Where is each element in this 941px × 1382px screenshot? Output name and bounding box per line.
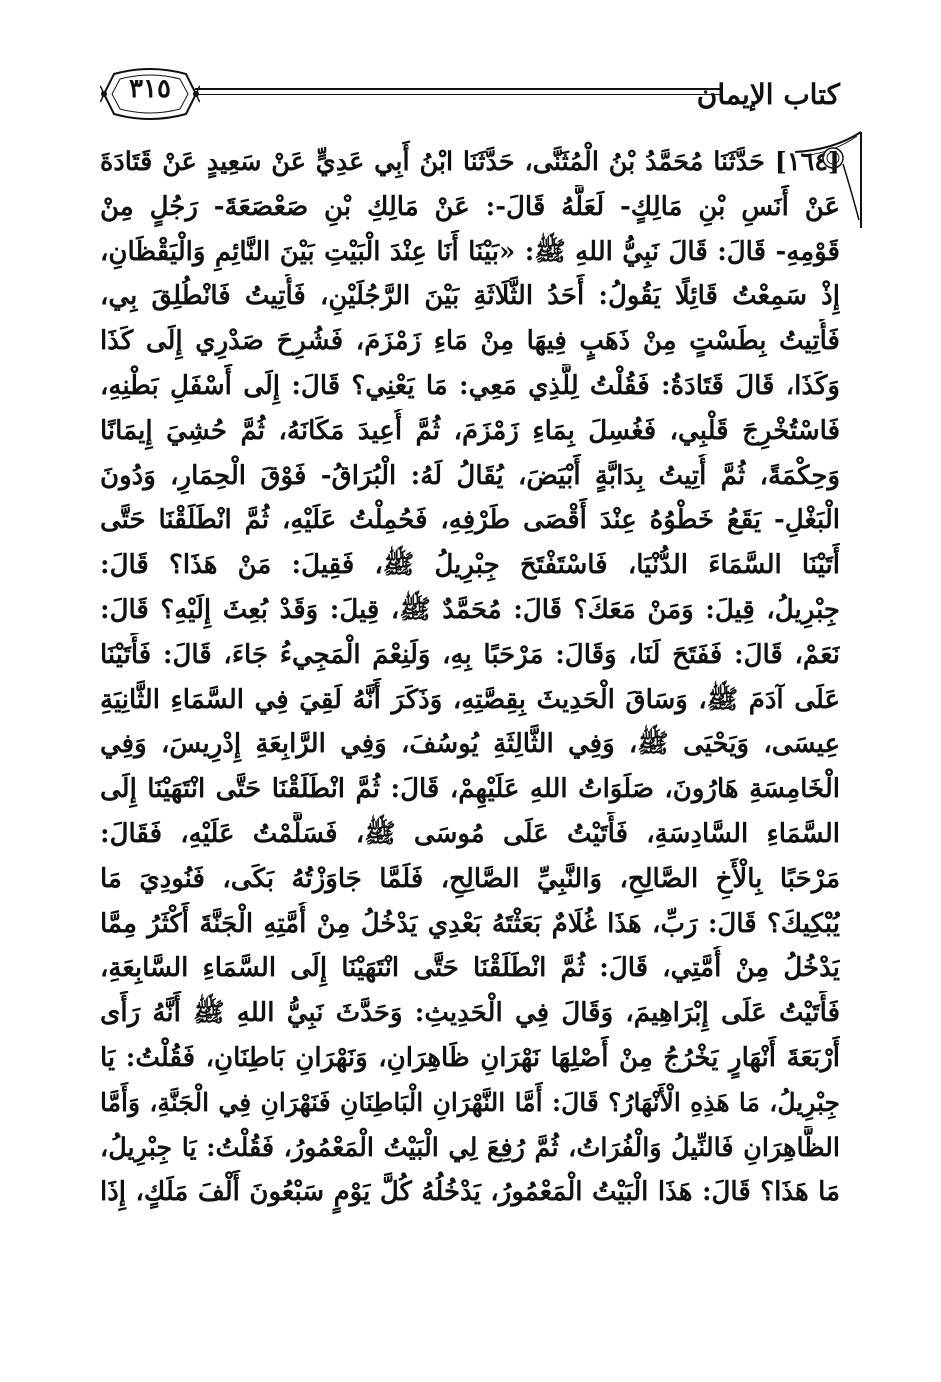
text-line: قَوْمِهِ- قَالَ: قَالَ نَبِيُّ اللهِ ﷺ: «بَيْنَا أَنَا عِنْدَ الْبَيْتِ بَيْنَ النَّائِمِ وَالْيَقْظَانِ، (100, 236, 840, 267)
text-line: الْخَامِسَةِ هَارُونَ، صَلَوَاتُ اللهِ عَلَيْهِمْ، قَالَ: ثُمَّ انْطَلَقْنَا حَتَّى انْتَهَيْنَا إِلَى (100, 774, 840, 805)
body-text (100, 140, 840, 1215)
text-line: عَلَى آدَمَ ﷺ، وَسَاقَ الْحَدِيثَ بِقِصَّتِهِ، وَذَكَرَ أَنَّهُ لَقِيَ فِي السَّمَاءِ الثَّانِيَةِ (100, 684, 840, 715)
text-line: جِبْرِيلُ، مَا هَذِهِ الْأَنْهَارُ؟ قَالَ: أَمَّا النَّهْرَانِ الْبَاطِنَانِ فَنَهْرَانِ فِي الْجَنَّةِ، وَأَمَّا (100, 1087, 840, 1117)
book-title: كتاب الإيمان (696, 78, 840, 111)
text-line: جِبْرِيلُ، قِيلَ: وَمَنْ مَعَكَ؟ قَالَ: مُحَمَّدٌ ﷺ، قِيلَ: وَقَدْ بُعِثَ إِلَيْهِ؟ قَالَ: (100, 594, 840, 625)
text-line: يُبْكِيكَ؟ قَالَ: رَبِّ، هَذَا غُلَامٌ بَعَثْتَهُ بَعْدِي يَدْخُلُ مِنْ أُمَّتِهِ الْجَنَّةَ أَكْثَرُ مِمَّا (100, 908, 840, 939)
text-line: مَا هَذَا؟ قَالَ: هَذَا الْبَيْتُ الْمَعْمُورُ، يَدْخُلُهُ كُلَّ يَوْمٍ سَبْعُونَ أَلْفَ مَلَكٍ، إِذَا (100, 1177, 840, 1208)
text-line: يَدْخُلُ مِنْ أُمَّتِي، قَالَ: ثُمَّ انْطَلَقْنَا حَتَّى انْتَهَيْنَا إِلَى السَّمَاءِ السَّابِعَةِ، (100, 953, 840, 984)
text-line: وَحِكْمَةً، ثُمَّ أُتِيتُ بِدَابَّةٍ أَبْيَضَ، يُقَالُ لَهُ: الْبُرَاقُ- فَوْقَ الْحِمَارِ، وَدُونَ (100, 460, 840, 491)
text-line: عَنْ أَنَسِ بْنِ مَالِكٍ- لَعَلَّهُ قَالَ-: عَنْ مَالِكِ بْنِ صَعْصَعَةَ- رَجُلٍ مِنْ (100, 191, 840, 222)
text-line: إِذْ سَمِعْتُ قَائِلًا يَقُولُ: أَحَدُ الثَّلَاثَةِ بَيْنَ الرَّجُلَيْنِ، فَأُتِيتُ فَانْطُلِقَ بِي، (100, 281, 840, 312)
text-line: فَاسْتُخْرِجَ قَلْبِي، فَغُسِلَ بِمَاءِ زَمْزَمَ، ثُمَّ أُعِيدَ مَكَانَهُ، ثُمَّ حُشِيَ إِيمَانًا (100, 415, 840, 446)
text-line: [١٦٤] حَدَّثَنَا مُحَمَّدُ بْنُ الْمُثَنَّى، حَدَّثَنَا ابْنُ أَبِي عَدِيٍّ عَنْ سَعِيدٍ عَنْ قَتَادَةَ (100, 147, 840, 177)
text-line: السَّمَاءِ السَّادِسَةِ، فَأَتَيْتُ عَلَى مُوسَى ﷺ، فَسَلَّمْتُ عَلَيْهِ، فَقَالَ: (100, 818, 840, 849)
text-line: أَرْبَعَةَ أَنْهَارٍ يَخْرُجُ مِنْ أَصْلِهَا نَهْرَانِ ظَاهِرَانِ، وَنَهْرَانِ بَاطِنَانِ، فَقُلْتُ: يَا (100, 1042, 840, 1073)
text-line: نَعَمْ، قَالَ: فَفَتَحَ لَنَا، وَقَالَ: مَرْحَبًا بِهِ، وَلَنِعْمَ الْمَجِيءُ جَاءَ، قَالَ: فَأَتَيْنَا (100, 639, 840, 670)
text-line: فَأَتَيْتُ عَلَى إِبْرَاهِيمَ، وَقَالَ فِي الْحَدِيثِ: وَحَدَّثَ نَبِيُّ اللهِ ﷺ أَنَّهُ رَأَى (100, 998, 840, 1029)
header-rule (195, 88, 720, 90)
header-rule-thin (195, 94, 720, 95)
text-line: مَرْحَبًا بِالْأَخِ الصَّالِحِ، وَالنَّبِيِّ الصَّالِحِ، فَلَمَّا جَاوَزْتُهُ بَكَى، فَنُودِيَ مَا (100, 863, 840, 894)
page-header (100, 60, 840, 130)
text-line: أَتَيْنَا السَّمَاءَ الدُّنْيَا، فَاسْتَفْتَحَ جِبْرِيلُ ﷺ، فَقِيلَ: مَنْ هَذَا؟ قَالَ: (100, 550, 840, 581)
text-line: الْبَغْلِ- يَقَعُ خَطْوُهُ عِنْدَ أَقْصَى طَرْفِهِ، فَحُمِلْتُ عَلَيْهِ، ثُمَّ انْطَلَقْنَا حَتَّى (100, 505, 840, 536)
page-number-frame (100, 66, 200, 122)
text-line: فَأُتِيتُ بِطَسْتٍ مِنْ ذَهَبٍ فِيهَا مِنْ مَاءِ زَمْزَمَ، فَشُرِحَ صَدْرِي إِلَى كَذَا (100, 326, 840, 357)
text-line: الظَّاهِرَانِ فَالنِّيلُ وَالْفُرَاتُ، ثُمَّ رُفِعَ لِي الْبَيْتُ الْمَعْمُورُ، فَقُلْتُ: يَا جِبْرِيلُ، (100, 1132, 840, 1163)
text-line: عِيسَى، وَيَحْيَى ﷺ، وَفِي الثَّالِثَةِ يُوسُفَ، وَفِي الرَّابِعَةِ إِدْرِيسَ، وَفِي (100, 729, 840, 760)
page-number: ٣١٥ (129, 74, 171, 104)
text-line: وَكَذَا، قَالَ قَتَادَةُ: فَقُلْتُ لِلَّذِي مَعِي: مَا يَعْنِي؟ قَالَ: إِلَى أَسْفَلِ بَطْنِهِ، (100, 370, 840, 401)
